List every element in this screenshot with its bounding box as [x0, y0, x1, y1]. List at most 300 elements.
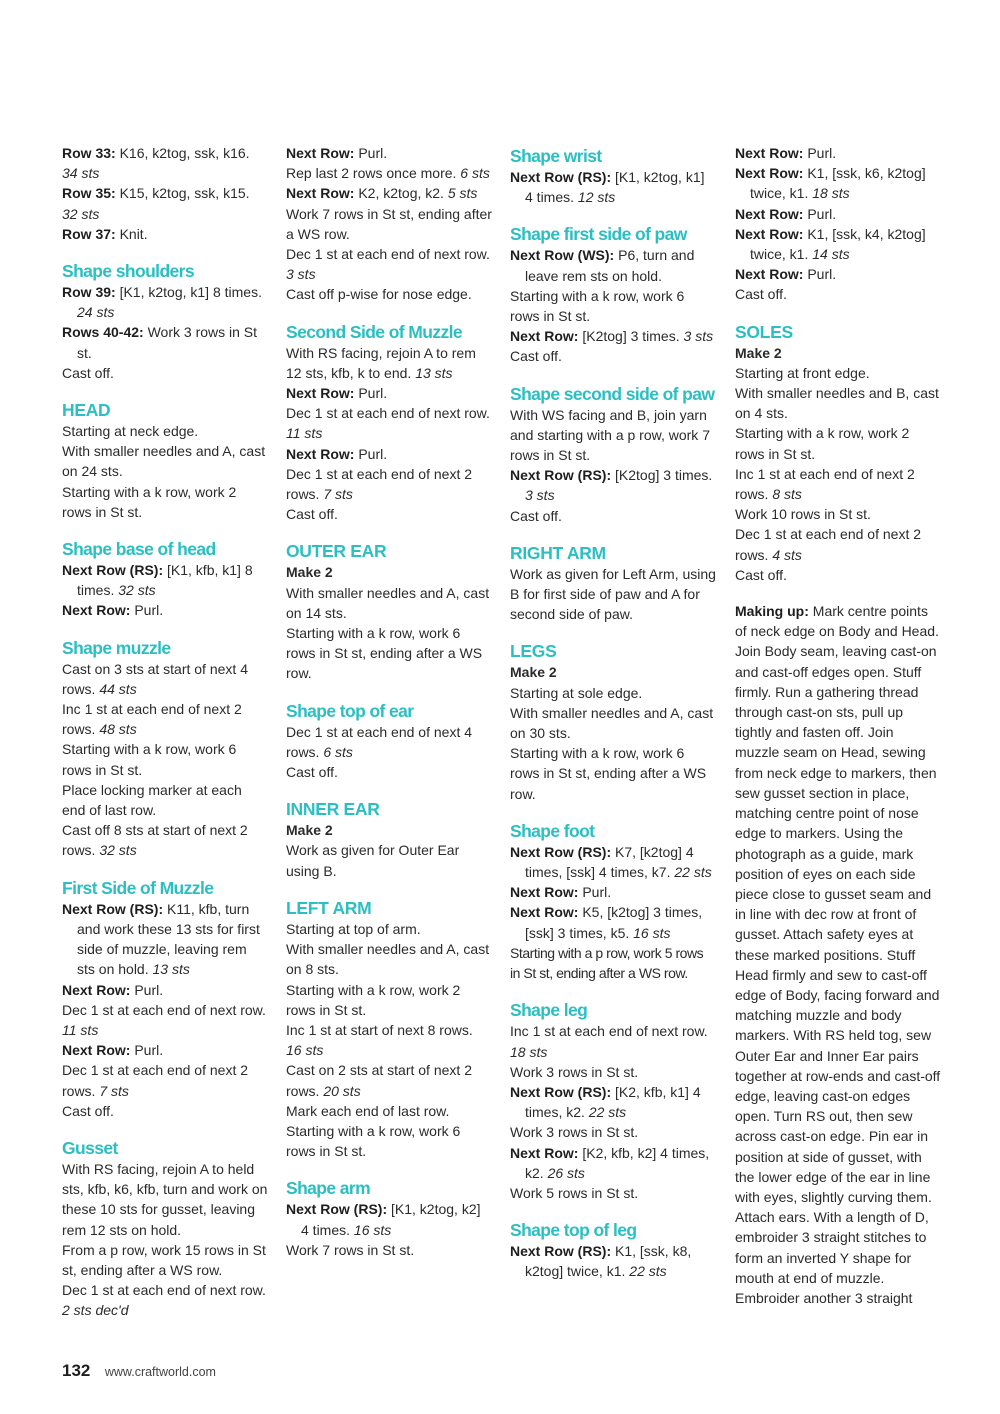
row-label: Next Row (RS):	[510, 169, 612, 185]
stitch-count: 11 sts	[286, 425, 323, 442]
section-heading: Shape top of leg	[510, 1220, 637, 1241]
instruction-text: Cast off.	[62, 364, 114, 381]
instruction-text: Cast on 2 sts at start of next 2 rows.	[286, 1062, 472, 1099]
instruction-line	[286, 383, 492, 403]
stitch-count: 16 sts	[633, 924, 671, 941]
make-count: Make 2	[286, 822, 333, 839]
stitch-count: 16 sts	[353, 1221, 392, 1238]
instruction-text: Starting with a p row, work 5 rows in St st, ending after a WS row.	[510, 944, 704, 982]
instruction-text: Work 3 rows in St st.	[510, 1063, 639, 1080]
pattern-section	[510, 999, 716, 1203]
section-heading: OUTER EAR	[286, 541, 387, 562]
instruction-text: Cast off p-wise for nose edge.	[286, 286, 472, 303]
pattern-section	[735, 321, 941, 585]
instruction-line	[286, 284, 492, 304]
instruction-text: Starting at sole edge.	[510, 684, 643, 701]
instruction-text: Starting at top of arm.	[286, 920, 421, 937]
row-label: Next Row:	[735, 266, 804, 283]
instruction-text: Place locking marker at each end of last row.	[62, 781, 242, 819]
instruction-line	[510, 1241, 716, 1281]
instruction-line	[735, 163, 941, 203]
row-label: Next Row:	[735, 145, 804, 161]
instruction-text: With smaller needles and A, cast on 8 sts.	[286, 941, 490, 978]
instruction-line	[62, 1060, 268, 1100]
row-label: Row 37:	[62, 225, 116, 242]
instruction-text: K5, [k2tog] 3 times, [ssk] 3 times, k5.	[525, 904, 703, 941]
instruction-line	[510, 1062, 716, 1082]
instruction-text: Purl.	[130, 981, 164, 998]
section-heading: Shape leg	[510, 1000, 588, 1021]
instruction-line	[510, 506, 716, 526]
instruction-line	[510, 346, 716, 366]
stitch-count: 2 sts dec'd	[62, 1302, 129, 1319]
instruction-line	[286, 1101, 492, 1121]
instruction-text: Inc 1 st at each end of next row.	[510, 1023, 708, 1040]
pattern-section	[62, 637, 268, 861]
stitch-count: 14 sts	[812, 246, 850, 263]
instruction-text: Rep last 2 rows once more.	[286, 165, 461, 182]
instruction-text: Mark each end of last row.	[286, 1102, 450, 1119]
instruction-text: Cast off.	[735, 566, 787, 583]
instruction-text: Starting with a k row, work 2 rows in St st.	[735, 425, 910, 462]
section-heading: INNER EAR	[286, 799, 380, 820]
instruction-line	[286, 583, 492, 623]
row-label: Next Row:	[735, 205, 804, 222]
instruction-text: Work 3 rows in St st.	[77, 324, 258, 361]
website-url: www.craftworld.com	[104, 1365, 216, 1379]
stitch-count: 16 sts	[286, 1042, 324, 1059]
instruction-line	[62, 163, 268, 183]
instruction-line	[510, 743, 716, 804]
instruction-line	[286, 919, 492, 939]
instruction-text: Starting with a k row, work 6 rows in St st.	[510, 287, 685, 325]
instruction-text: Starting at neck edge.	[62, 423, 199, 440]
stitch-count: 12 sts	[577, 189, 616, 206]
pattern-section	[286, 700, 492, 783]
instruction-line	[62, 1040, 268, 1060]
stitch-count: 5 sts	[447, 185, 478, 202]
instruction-text: Starting at front edge.	[735, 364, 870, 381]
instruction-line	[286, 939, 492, 979]
instruction-text: K15, k2tog, ssk, k15.	[115, 185, 250, 202]
row-label: Next Row (RS):	[62, 900, 164, 917]
section-heading: Gusset	[62, 1137, 118, 1158]
row-label: Next Row:	[62, 981, 131, 998]
instruction-line	[510, 882, 716, 902]
section-heading: Shape arm	[286, 1178, 371, 1199]
instruction-text: Starting with a k row, work 6 rows in St st.	[62, 741, 237, 778]
row-label: Next Row (RS):	[510, 1243, 612, 1260]
instruction-line	[510, 564, 716, 625]
instruction-line	[286, 623, 492, 684]
pattern-section	[286, 321, 492, 525]
instruction-text: [K1, k2tog, k1] 4 times.	[525, 169, 705, 206]
stitch-count: 32 sts	[62, 205, 100, 222]
row-label: Row 39:	[62, 284, 116, 301]
column-4	[735, 145, 941, 1308]
instruction-text: [K2, kfb, k1] 4 times, k2.	[525, 1083, 701, 1121]
instruction-text: [K2tog] 3 times.	[578, 328, 684, 345]
instruction-text: Work 5 rows in St st.	[510, 1184, 639, 1201]
instruction-line	[510, 1183, 716, 1203]
instruction-text: Purl.	[130, 1042, 164, 1059]
row-label: Next Row:	[510, 328, 579, 345]
pattern-section	[62, 399, 268, 522]
instruction-text: Work 10 rows in St st.	[735, 506, 871, 523]
section-heading: Shape top of ear	[286, 700, 414, 721]
instruction-text: Cast off.	[286, 764, 338, 781]
instruction-line	[62, 1159, 268, 1240]
section-heading: Shape shoulders	[62, 261, 195, 282]
row-label: Next Row:	[735, 165, 804, 182]
instruction-line	[62, 143, 268, 163]
stitch-count: 8 sts	[772, 486, 802, 503]
instruction-text: Cast off.	[510, 348, 562, 365]
instruction-line	[735, 565, 941, 585]
instruction-text: Purl.	[354, 145, 388, 161]
instruction-line	[62, 739, 268, 779]
instruction-text: Purl.	[803, 205, 837, 222]
instruction-line	[62, 322, 268, 362]
instruction-text: Dec 1 st at each end of next 2 rows.	[286, 465, 473, 503]
stitch-count: 7 sts	[99, 1082, 129, 1099]
page-footer	[62, 1361, 216, 1385]
instruction-text: Cast off.	[735, 286, 787, 303]
pattern-section	[286, 897, 492, 1161]
instruction-text: Work as given for Outer Ear using B.	[286, 842, 460, 879]
instruction-line	[510, 465, 716, 505]
instruction-text: Work 3 rows in St st.	[510, 1124, 639, 1141]
section-heading: Shape base of head	[62, 539, 216, 560]
pattern-section	[62, 143, 268, 244]
instruction-text: With RS facing, rejoin A to held sts, kfb, k6, kfb, turn and work on these 10 sts for gusset, leaving rem 12 sts on hold.	[62, 1160, 268, 1238]
instruction-line	[735, 363, 941, 383]
row-label: Next Row (RS):	[510, 1083, 612, 1100]
instruction-line	[510, 245, 716, 285]
instruction-line	[62, 482, 268, 522]
instruction-text: With smaller needles and A, cast on 14 sts.	[286, 584, 490, 621]
row-label: Next Row (RS):	[510, 467, 612, 484]
section-heading: RIGHT ARM	[510, 542, 606, 563]
instruction-line	[286, 722, 492, 762]
instruction-text: Starting with a k row, work 2 rows in St st.	[62, 483, 237, 520]
stitch-count: 3 sts	[286, 266, 316, 283]
section-heading: HEAD	[62, 400, 111, 421]
row-label: Next Row:	[62, 1042, 131, 1059]
stitch-count: 32 sts	[118, 582, 156, 599]
row-label: Next Row:	[510, 904, 579, 921]
pattern-section	[286, 143, 492, 305]
row-label: Row 33:	[62, 145, 116, 161]
instruction-line	[510, 405, 716, 466]
stitch-count: 13 sts	[415, 364, 453, 381]
pattern-section	[510, 223, 716, 366]
instruction-text: Purl.	[803, 145, 837, 161]
instruction-line	[286, 183, 492, 203]
stitch-count: 3 sts	[683, 328, 714, 345]
instruction-text: Dec 1 st at each end of next row.	[286, 246, 490, 263]
instruction-line	[735, 264, 941, 284]
instruction-line	[62, 1280, 268, 1320]
instruction-text: Dec 1 st at each end of next row.	[62, 1001, 266, 1018]
instruction-line	[735, 383, 941, 423]
instruction-line	[510, 683, 716, 703]
row-label: Next Row (RS):	[510, 843, 612, 860]
making-up-text: Mark centre points of neck edge on Body and Head. Join Body seam, leaving cast-on and cast-off edges open. Stuff firmly. Run a gathering thread through cast-on sts, pull up tightly and fasten off. Join muzzle seam on Head, sewing from neck edge to markers, then sew gusset section in place, matching centre point of nose edge to markers. Using the photograph as a guide, mark position of eyes on each side piece close to gusset seam and in line with dec row at front of gusset. Attach safety eyes at these marked positions. Stuff Head firmly and sew to cast-off edge of Body, facing forward and matching muzzle and body markers. With RS held tog, sew Outer Ear and Inner Ear pairs together at row-ends and cast-off edge, leaving cast-on edges open. Turn RS out, then sew across cast-on edge. Pin ear in position at side of gusset, with the lower edge of the ear in line with eyes, slightly curving them. Attach ears. With a length of D, embroider 3 straight stitches to form an inverted Y shape for mouth at end of muzzle. Embroider another 3 straight	[735, 603, 941, 1306]
instruction-text: Purl.	[130, 602, 164, 619]
instruction-text: Dec 1 st at each end of next row.	[62, 1282, 266, 1299]
column-1	[62, 145, 268, 1337]
instruction-text: From a p row, work 15 rows in St st, ending after a WS row.	[62, 1241, 266, 1278]
pattern-section	[286, 540, 492, 683]
row-label: Next Row:	[735, 225, 804, 242]
make-count: Make 2	[286, 564, 333, 581]
stitch-count: 3 sts	[525, 487, 555, 504]
instruction-line	[286, 1121, 492, 1161]
instruction-text: Dec 1 st at each end of next row.	[286, 405, 490, 422]
instruction-text: Cast on 3 sts at start of next 4 rows.	[62, 660, 248, 697]
instruction-text: Purl.	[803, 266, 837, 283]
instruction-line	[510, 326, 716, 346]
instruction-text: Work as given for Left Arm, using B for first side of paw and A for second side of paw.	[510, 565, 716, 623]
stitch-count: 24 sts	[77, 304, 115, 321]
row-label: Next Row:	[286, 185, 355, 202]
instruction-text: Starting with a k row, work 6 rows in St st, ending after a WS row.	[286, 625, 483, 682]
instruction-line	[62, 1240, 268, 1280]
instruction-line	[735, 504, 941, 524]
instruction-line	[286, 1020, 492, 1060]
instruction-line	[510, 286, 716, 326]
instruction-line	[286, 204, 492, 244]
instruction-text: With RS facing, rejoin A to rem 12 sts, kfb, k to end.	[286, 344, 476, 381]
instruction-text: Starting with a k row, work 6 rows in St st.	[286, 1122, 461, 1160]
instruction-text: [K1, k2tog, k1] 8 times.	[115, 284, 262, 301]
instruction-line	[62, 183, 268, 203]
instruction-line	[62, 1000, 268, 1040]
instruction-line	[286, 1240, 492, 1260]
pattern-section	[286, 798, 492, 881]
instruction-line	[62, 780, 268, 820]
stitch-count: 7 sts	[323, 486, 353, 503]
instruction-text: [K1, kfb, k1] 8 times.	[77, 562, 253, 599]
instruction-line	[510, 1143, 716, 1183]
instruction-text: With smaller needles and B, cast on 4 sts.	[735, 385, 939, 422]
stitch-count: 11 sts	[62, 1021, 99, 1038]
instruction-line	[510, 1122, 716, 1142]
column-2	[286, 145, 492, 1276]
stitch-count: 4 sts	[772, 546, 802, 563]
pattern-section	[510, 542, 716, 625]
pattern-section	[62, 538, 268, 621]
instruction-text: Cast off.	[62, 1102, 114, 1119]
instruction-line	[62, 820, 268, 860]
instruction-line	[62, 659, 268, 699]
instruction-text: Dec 1 st at each end of next 2 rows.	[62, 1062, 249, 1099]
stitch-count: 32 sts	[99, 842, 137, 859]
instruction-line	[286, 1199, 492, 1239]
instruction-line	[62, 699, 268, 739]
instruction-line	[510, 1082, 716, 1122]
making-up-label: Making up:	[735, 603, 809, 620]
row-label: Next Row:	[286, 145, 355, 161]
instruction-line	[286, 163, 492, 183]
stitch-count: 13 sts	[152, 961, 190, 978]
instruction-text: [K2tog] 3 times.	[611, 467, 713, 484]
row-label: Next Row:	[62, 602, 131, 619]
instruction-line	[735, 204, 941, 224]
instruction-text: Work 7 rows in St st.	[286, 1241, 415, 1258]
instruction-text: With WS facing and B, join yarn and starting with a p row, work 7 rows in St st.	[510, 406, 710, 464]
instruction-text: Dec 1 st at each end of next 4 rows.	[286, 723, 473, 760]
stitch-count: 6 sts	[460, 165, 490, 182]
instruction-text: Inc 1 st at start of next 8 rows.	[286, 1021, 473, 1038]
pattern-section	[510, 640, 716, 803]
column-3	[510, 145, 716, 1298]
pattern-section	[286, 1177, 492, 1260]
instruction-line	[735, 284, 941, 304]
section-heading: Shape muzzle	[62, 637, 171, 658]
pattern-section	[510, 383, 716, 526]
row-label: Next Row (RS):	[62, 562, 164, 579]
instruction-line	[735, 464, 941, 504]
instruction-line	[735, 423, 941, 463]
instruction-text: K1, [ssk, k6, k2tog] twice, k1.	[750, 165, 926, 202]
instruction-line	[510, 167, 716, 207]
instruction-line	[286, 762, 492, 782]
instruction-line	[286, 980, 492, 1020]
make-count: Make 2	[510, 664, 557, 681]
instruction-text: K11, kfb, turn and work these 13 sts for first side of muzzle, leaving rem sts on hold.	[77, 900, 260, 978]
stitch-count: 22 sts	[588, 1104, 627, 1121]
instruction-text: K16, k2tog, ssk, k16.	[115, 145, 250, 161]
instruction-line	[62, 980, 268, 1000]
instruction-text: Purl.	[354, 385, 388, 402]
instruction-line	[735, 224, 941, 264]
stitch-count: 18 sts	[812, 185, 850, 202]
stitch-count: 26 sts	[547, 1164, 585, 1181]
instruction-text: P6, turn and leave rem sts on hold.	[525, 247, 695, 284]
row-label: Next Row:	[510, 884, 579, 901]
instruction-line	[62, 441, 268, 481]
instruction-line	[62, 1101, 268, 1121]
section-heading: Shape first side of paw	[510, 224, 687, 245]
instruction-line	[62, 421, 268, 441]
instruction-line	[510, 1021, 716, 1061]
pattern-columns	[62, 145, 962, 1345]
instruction-line	[286, 464, 492, 504]
instruction-line	[286, 343, 492, 383]
row-label: Next Row:	[286, 445, 355, 462]
instruction-text: Knit.	[115, 225, 148, 242]
row-label: Next Row:	[510, 1144, 579, 1161]
instruction-line	[62, 363, 268, 383]
instruction-line	[735, 143, 941, 163]
section-heading: First Side of Muzzle	[62, 877, 214, 898]
instruction-line	[510, 703, 716, 743]
pattern-section	[62, 1137, 268, 1321]
instruction-line	[62, 560, 268, 600]
section-heading: Shape second side of paw	[510, 383, 715, 404]
instruction-text: Inc 1 st at each end of next 2 rows.	[735, 465, 915, 503]
instruction-line	[62, 204, 268, 224]
instruction-text: Purl.	[354, 445, 388, 462]
pattern-section	[510, 145, 716, 207]
instruction-text: Cast off 8 sts at start of next 2 rows.	[62, 822, 248, 859]
instruction-line	[735, 524, 941, 564]
row-label: Rows 40-42:	[62, 324, 144, 341]
section-heading: LEGS	[510, 641, 557, 662]
instruction-text: K1, [ssk, k8, k2tog] twice, k1.	[525, 1243, 692, 1280]
instruction-text: Work 7 rows in St st, ending after a WS row.	[286, 205, 492, 242]
section-heading: Shape wrist	[510, 146, 602, 166]
instruction-text: K2, k2tog, k2.	[354, 185, 448, 202]
section-heading: Shape foot	[510, 820, 595, 841]
instruction-line	[510, 842, 716, 882]
pattern-section	[62, 260, 268, 383]
row-label: Next Row (WS):	[510, 247, 615, 264]
pattern-section	[510, 820, 716, 983]
instruction-line	[62, 600, 268, 620]
row-label: Row 35:	[62, 185, 116, 202]
instruction-text: Purl.	[578, 884, 612, 901]
instruction-line	[286, 840, 492, 880]
instruction-line	[286, 403, 492, 443]
instruction-line	[62, 224, 268, 244]
instruction-text: [K1, k2tog, k2] 4 times.	[301, 1201, 481, 1238]
section-heading: LEFT ARM	[286, 897, 372, 918]
stitch-count: 44 sts	[99, 680, 137, 697]
section-heading: SOLES	[735, 321, 793, 342]
making-up-paragraph	[735, 601, 941, 1308]
stitch-count: 6 sts	[323, 743, 353, 760]
stitch-count: 18 sts	[510, 1043, 548, 1060]
instruction-text: Cast off.	[510, 507, 562, 524]
pattern-section	[62, 877, 268, 1121]
section-heading: Second Side of Muzzle	[286, 321, 463, 342]
instruction-text: [K2, kfb, k2] 4 times, k2.	[525, 1144, 710, 1181]
page-number: 132	[62, 1361, 91, 1380]
row-label: Next Row (RS):	[286, 1201, 388, 1218]
instruction-text: With smaller needles and A, cast on 30 sts.	[510, 704, 714, 742]
instruction-text: Dec 1 st at each end of next 2 rows.	[735, 526, 922, 563]
instruction-line	[510, 902, 716, 942]
instruction-line	[62, 899, 268, 980]
make-count: Make 2	[735, 344, 782, 361]
instruction-text: Starting with a k row, work 2 rows in St st.	[286, 981, 461, 1018]
instruction-text: K7, [k2tog] 4 times, [ssk] 4 times, k7.	[525, 843, 694, 881]
instruction-text: With smaller needles and A, cast on 24 sts.	[62, 443, 266, 480]
stitch-count: 34 sts	[62, 165, 100, 182]
instruction-line	[286, 244, 492, 284]
pattern-section	[735, 143, 941, 305]
instruction-line	[286, 504, 492, 524]
instruction-text: K1, [ssk, k4, k2tog] twice, k1.	[750, 225, 926, 263]
instruction-text: Cast off.	[286, 506, 338, 523]
instruction-line	[286, 143, 492, 163]
instruction-text: Starting with a k row, work 6 rows in St st, ending after a WS row.	[510, 745, 707, 802]
instruction-line	[62, 282, 268, 322]
instruction-line	[286, 1060, 492, 1100]
stitch-count: 22 sts	[674, 864, 712, 881]
instruction-line	[510, 943, 716, 983]
instruction-line	[286, 444, 492, 464]
instruction-text: Inc 1 st at each end of next 2 rows.	[62, 701, 242, 738]
row-label: Next Row:	[286, 385, 355, 402]
pattern-section	[510, 1219, 716, 1281]
stitch-count: 22 sts	[629, 1263, 667, 1280]
stitch-count: 48 sts	[99, 721, 137, 738]
stitch-count: 20 sts	[323, 1082, 361, 1099]
